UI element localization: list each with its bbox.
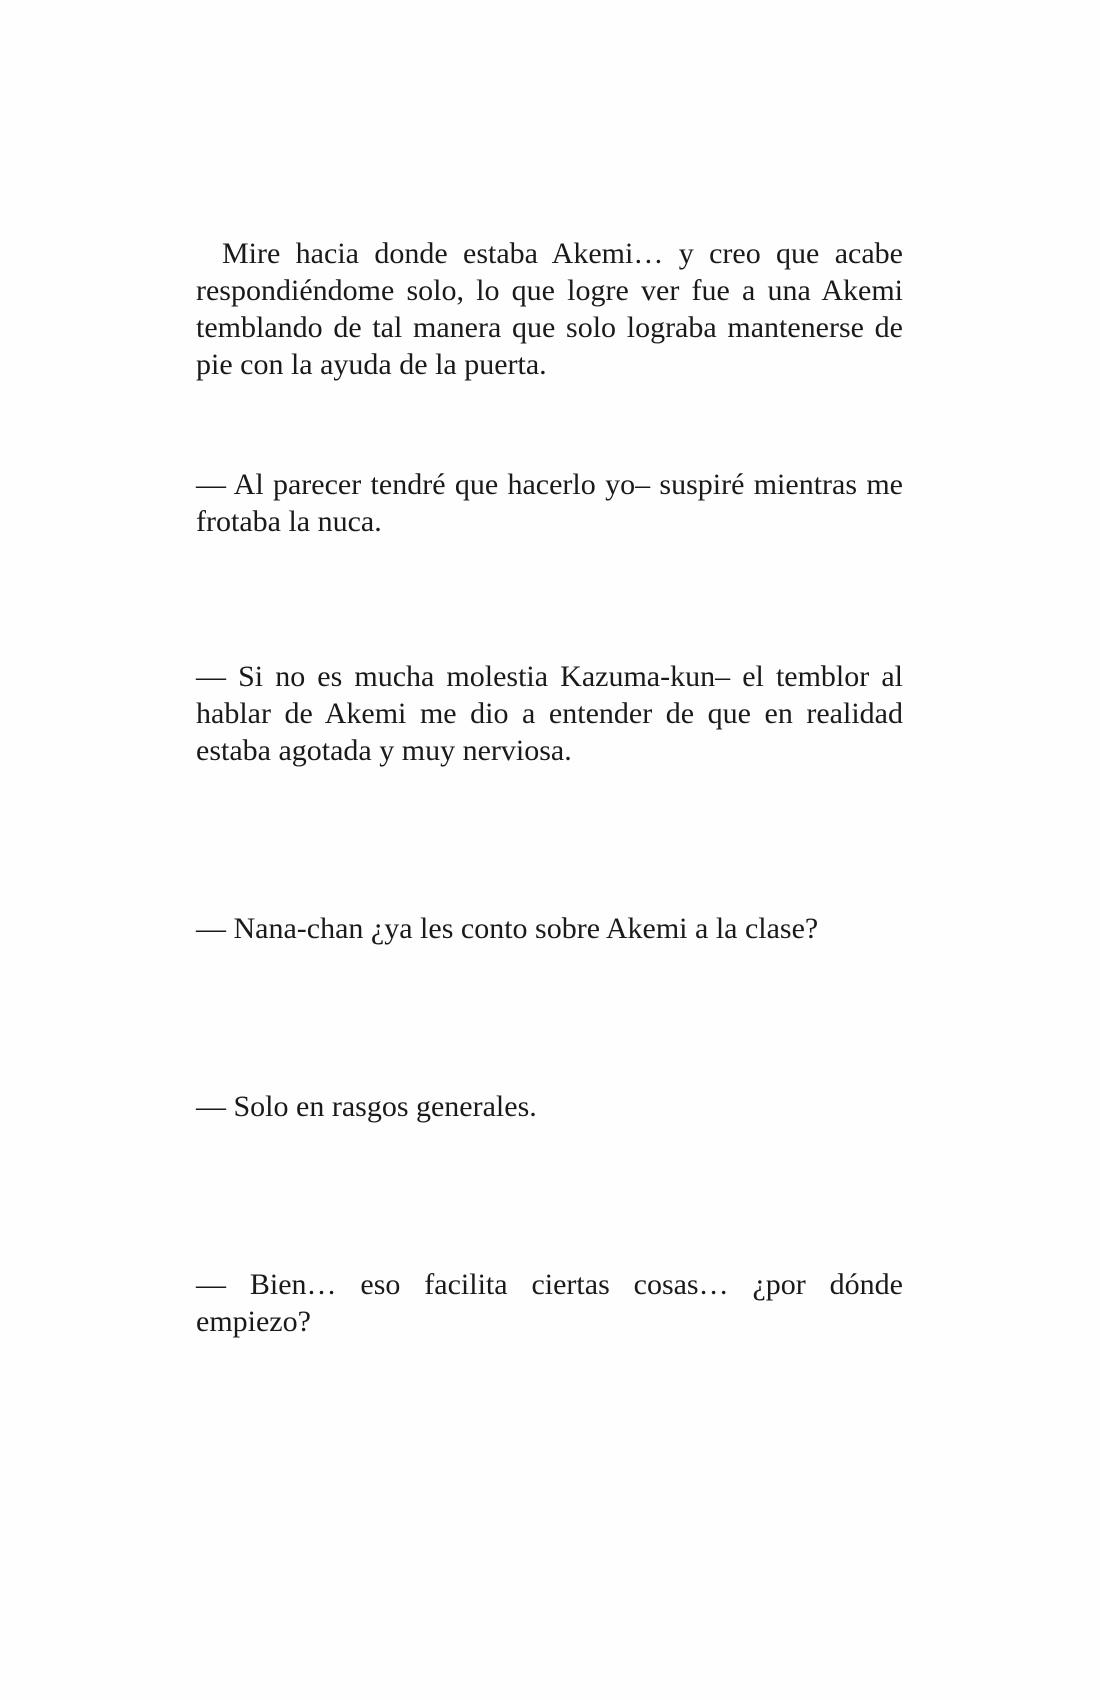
dialogue-line: — Si no es mucha molestia Kazuma-kun– el temblor al hablar de Akemi me dio a entender de que en realidad estaba agotada y muy nerviosa. <box>196 660 903 767</box>
narration-paragraph: Mire hacia donde estaba Akemi… y creo que acabe respondiéndome solo, lo que logre ver fue a una Akemi temblando de tal manera que solo lograba mantenerse de pie con la ayuda de la puerta. <box>196 237 903 381</box>
dialogue-line: — Bien… eso facilita ciertas cosas… ¿por dónde empiezo? <box>196 1268 903 1338</box>
dialogue-line: — Solo en rasgos generales. <box>196 1090 537 1123</box>
dialogue-line: — Al parecer tendré que hacerlo yo– suspiré mientras me frotaba la nuca. <box>196 468 903 538</box>
dialogue-line: — Nana-chan ¿ya les conto sobre Akemi a la clase? <box>196 912 819 945</box>
